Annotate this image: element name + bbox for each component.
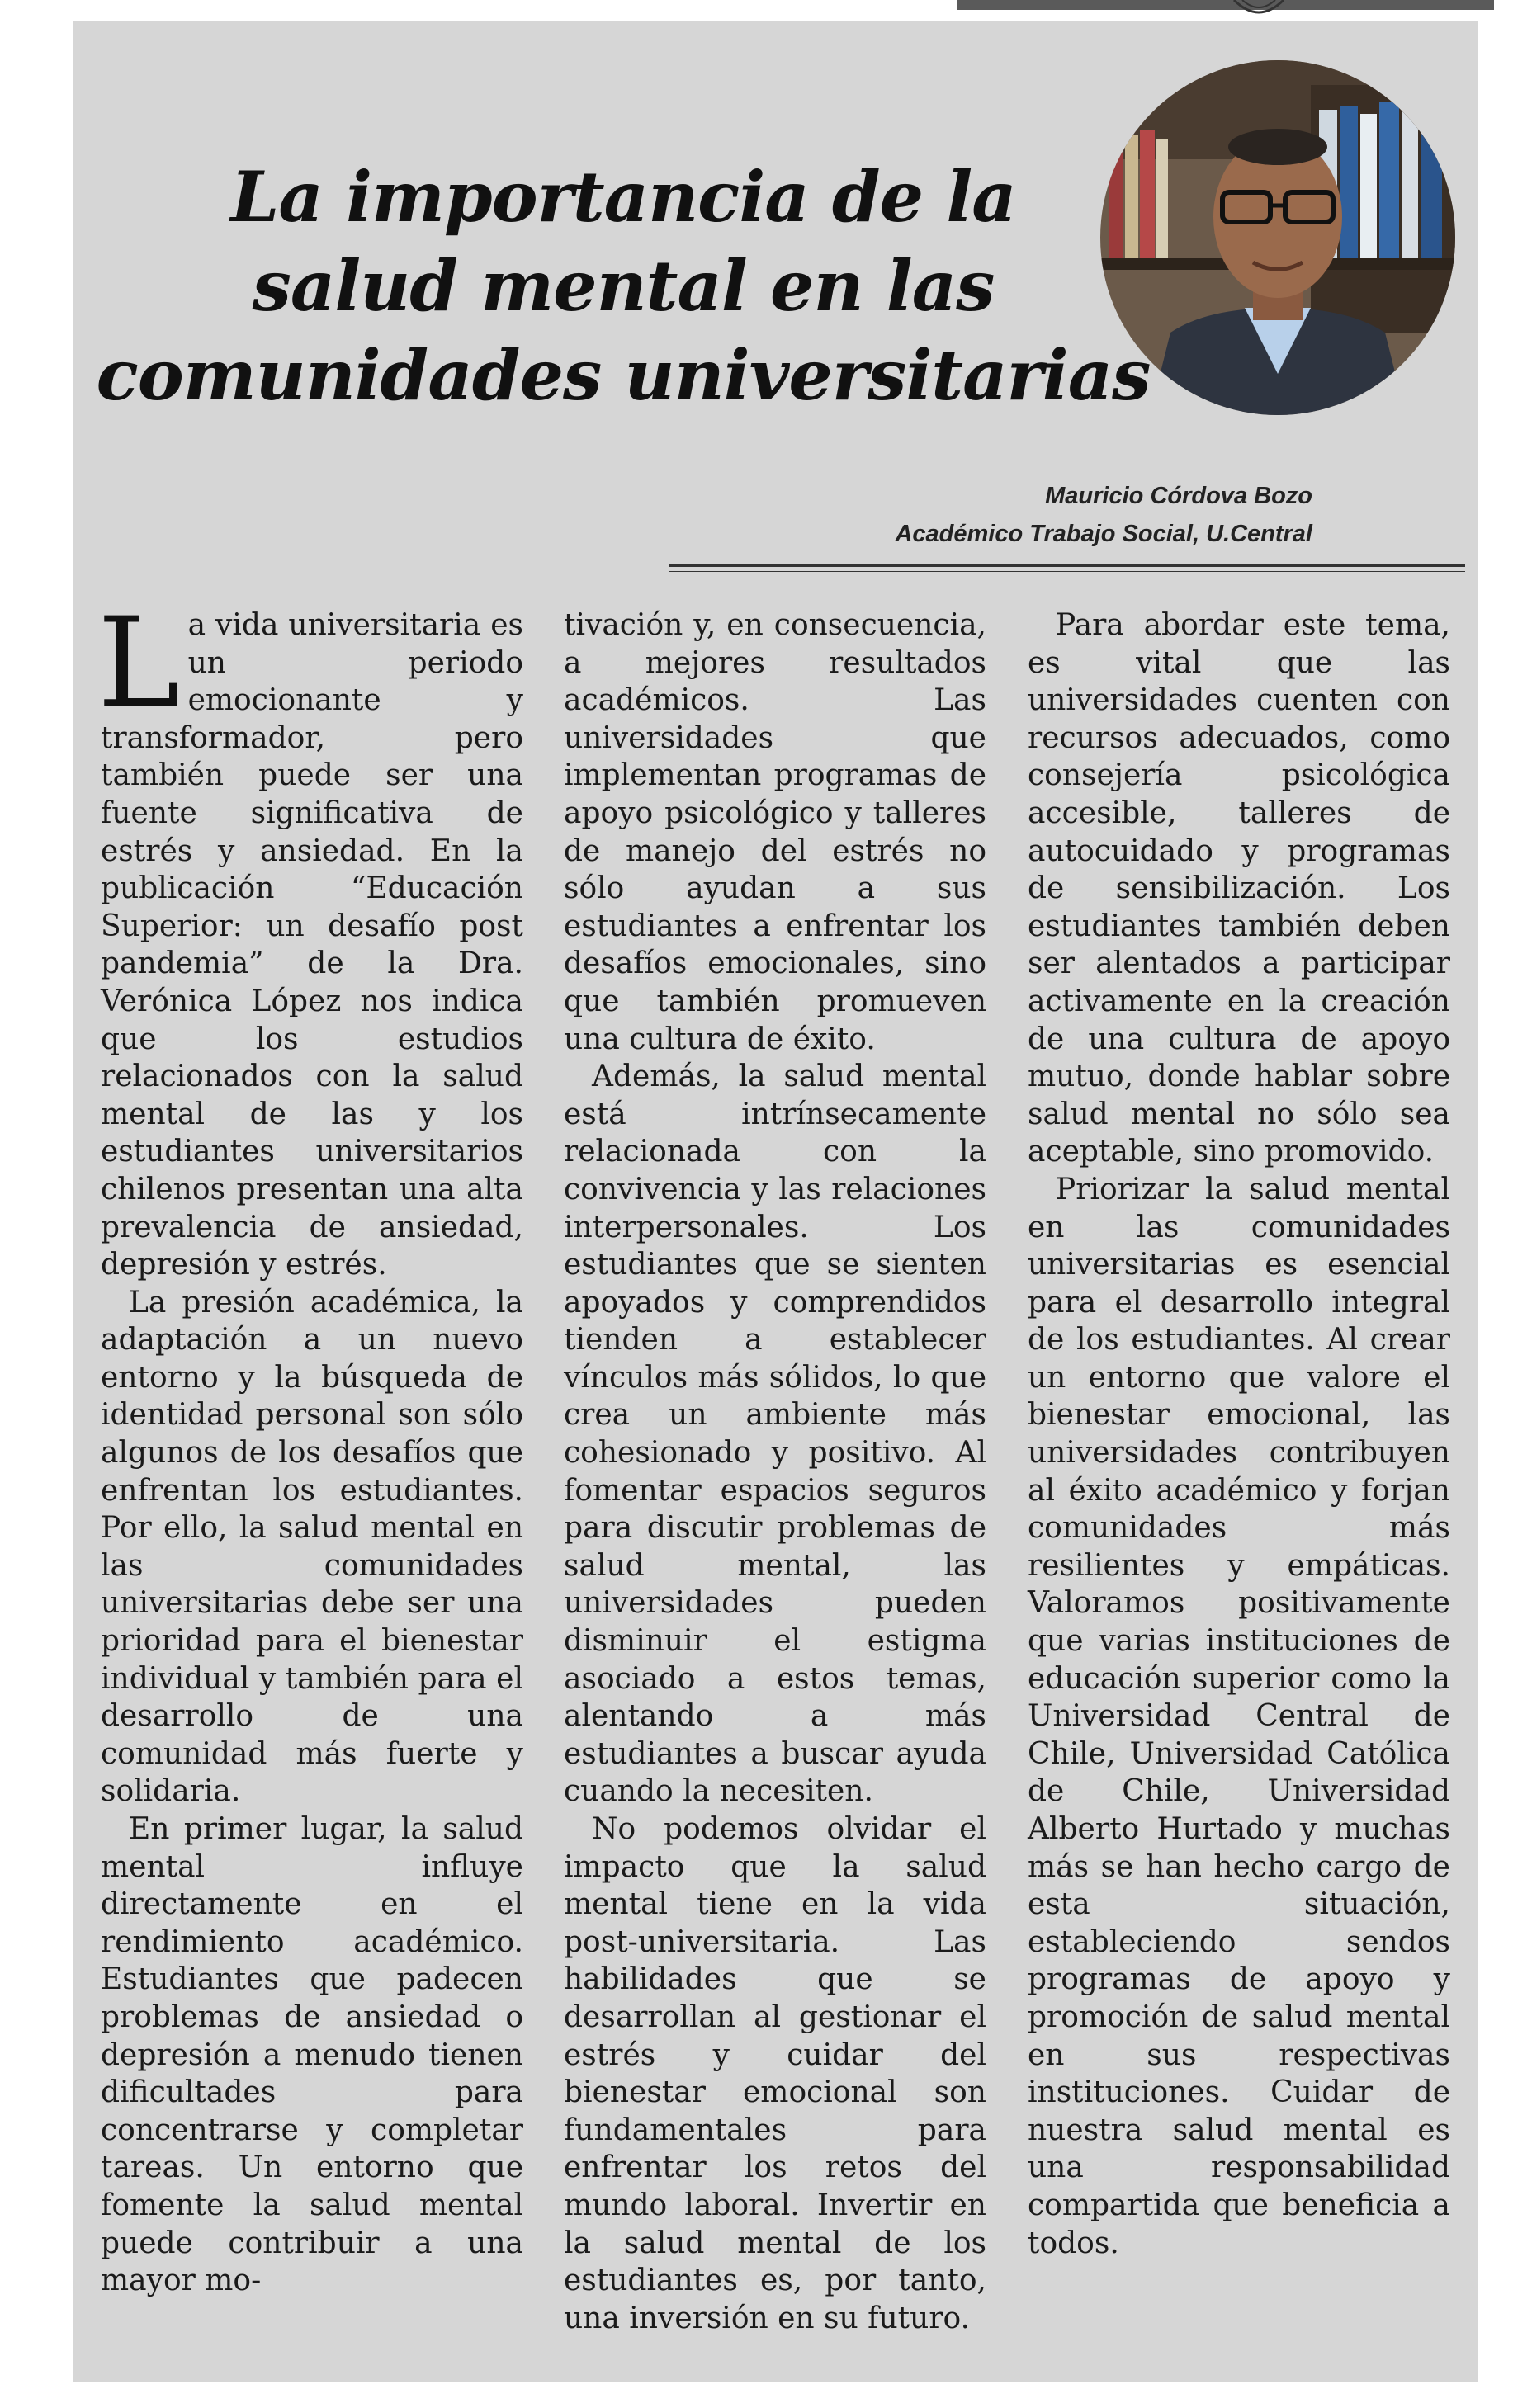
drop-cap: L: [97, 592, 180, 735]
article-column-1: [97, 592, 523, 2300]
article-headline: La importancia de la salud mental en las comunidades universitarias: [96, 156, 1151, 416]
paragraph: Además, la salud mental está intrínsecamente relacionada con la convivencia y las relaciones interpersonales. Los estudiantes que se sienten apoyados y comprendidos tienden a establecer vínculos más sólidos, lo que crea un ambiente más cohesionado y positivo. Al fomentar espacios seguros para discutir problemas de salud mental, las universidades pueden disminuir el estigma asociado a estos temas, alentando a más estudiantes a buscar ayuda cuando la necesiten.: [564, 1060, 986, 1809]
page-top-bar: [957, 0, 1494, 10]
paragraph: En primer lugar, la salud mental influye directamente en el rendimiento académico. Estudiantes que padecen problemas de ansiedad o depresión a menudo tienen dificultades para concentrarse y completar tareas. Un entorno que fomente la salud mental puede contribuir a una mayor mo-: [101, 1812, 523, 2298]
byline-rule: [669, 564, 1465, 567]
ornament-icon: [1230, 0, 1288, 18]
author-name: Mauricio Córdova Bozo: [1045, 483, 1312, 509]
paragraph-text: a vida universitaria es un periodo emocionante y transformador, pero también puede ser una fuente significativa de estrés y ansiedad. En la publicación “Educación Superior: un desafío post pandemia” de la Dra. Verónica López nos indica que los estudios relacionados con la salud mental de las y los estudiantes universitarios chilenos presentan una alta prevalencia de ansiedad, depresión y estrés.: [101, 608, 523, 1282]
paragraph: tivación y, en consecuencia, a mejores resultados académicos. Las universidades que implementan programas de apoyo psicológico y talleres de manejo del estrés no sólo ayudan a sus estudiantes a enfrentar los desafíos emocionales, sino que también promueven una cultura de éxito.: [564, 608, 986, 1056]
paragraph: No podemos olvidar el impacto que la salud mental tiene en la vida post-universitaria. Las habilidades que se desarrollan al gestionar el estrés y cuidar del bienestar emocional son fundamentales para enfrentar los retos del mundo laboral. Invertir en la salud mental de los estudiantes es, por tanto, una inversión en su futuro.: [564, 1812, 986, 2335]
paragraph: Para abordar este tema, es vital que las universidades cuenten con recursos adecuados, como consejería psicológica accesible, talleres de autocuidado y programas de sensibilización. Los estudiantes también deben ser alentados a participar activamente en la creación de una cultura de apoyo mutuo, donde hablar sobre salud mental no sólo sea aceptable, sino promovido.: [1028, 608, 1450, 1169]
byline-rule-thin: [669, 571, 1465, 572]
author-affiliation: Académico Trabajo Social, U.Central: [895, 521, 1312, 547]
byline: [895, 477, 1312, 553]
paragraph: [97, 592, 523, 1284]
paragraph: La presión académica, la adaptación a un nuevo entorno y la búsqueda de identidad personal son sólo algunos de los desafíos que enfrentan los estudiantes. Por ello, la salud mental en las comunidades universitarias debe ser una prioridad para el bienestar individual y también para el desarrollo de una comunidad más fuerte y solidaria.: [101, 1285, 523, 1809]
author-photo: [1100, 60, 1455, 415]
paragraph: Priorizar la salud mental en las comunidades universitarias es esencial para el desarrollo integral de los estudiantes. Al crear un entorno que valore el bienestar emocional, las universidades contribuyen al éxito académico y forjan comunidades más resilientes y empáticas. Valoramos positivamente que varias instituciones de educación superior como la Universidad Central de Chile, Universidad Católica de Chile, Universidad Alberto Hurtado y muchas más se han hecho cargo de esta situación, estableciendo sendos programas de apoyo y promoción de salud mental en sus respectivas instituciones. Cuidar de nuestra salud mental es una responsabilidad compartida que beneficia a todos.: [1028, 1172, 1450, 2260]
article-column-2: [564, 607, 986, 2337]
author-portrait-icon: [1100, 60, 1455, 415]
article-column-3: [1028, 607, 1450, 2262]
